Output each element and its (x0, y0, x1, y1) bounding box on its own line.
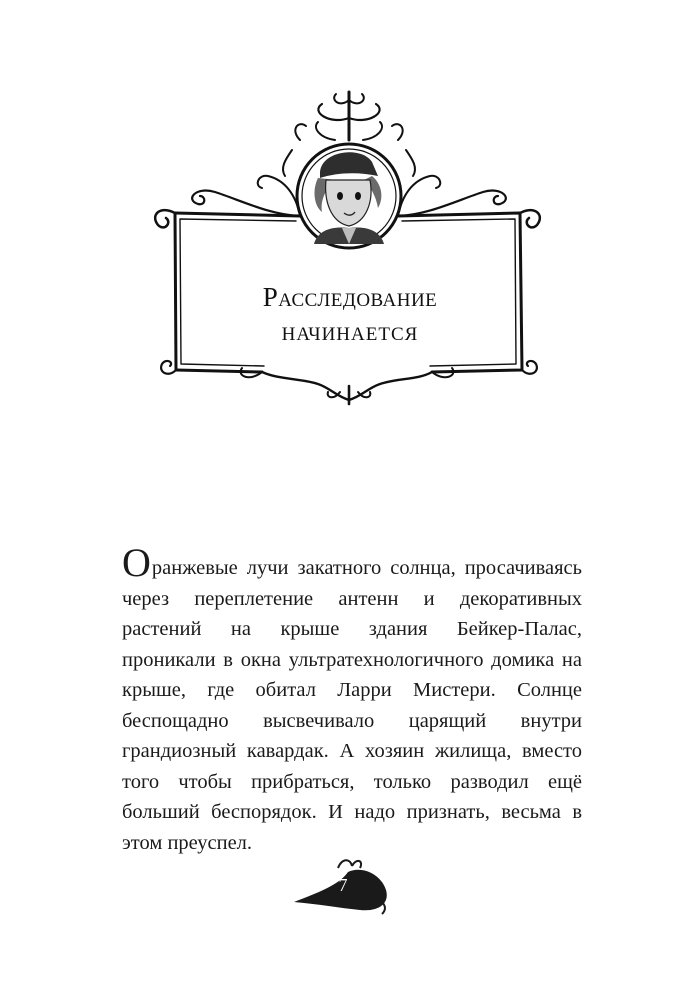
body-paragraph (122, 540, 582, 858)
chapter-title-line2: начинается (281, 316, 419, 346)
drop-cap: О (122, 540, 151, 585)
page-number: 7 (338, 875, 348, 895)
paragraph-text: ранжевые лучи закатного солнца, просачиваясь через переплетение антенн и декоративных растений на крыше здания Бейкер-Палас, проникали в окна ультратехнологичного домика на крыше, где обитал Ларри Мистери. Солнце беспощадно высвечивало царящий внутри грандиозный кавардак. А хозяин жилища, вместо того чтобы прибраться, только разводил ещё больший беспорядок. И надо признать, весьма в этом преуспел. (122, 557, 582, 854)
boy-detective-portrait (314, 152, 384, 244)
chapter-title (190, 280, 510, 348)
chapter-title-line1: Расследование (262, 282, 438, 312)
